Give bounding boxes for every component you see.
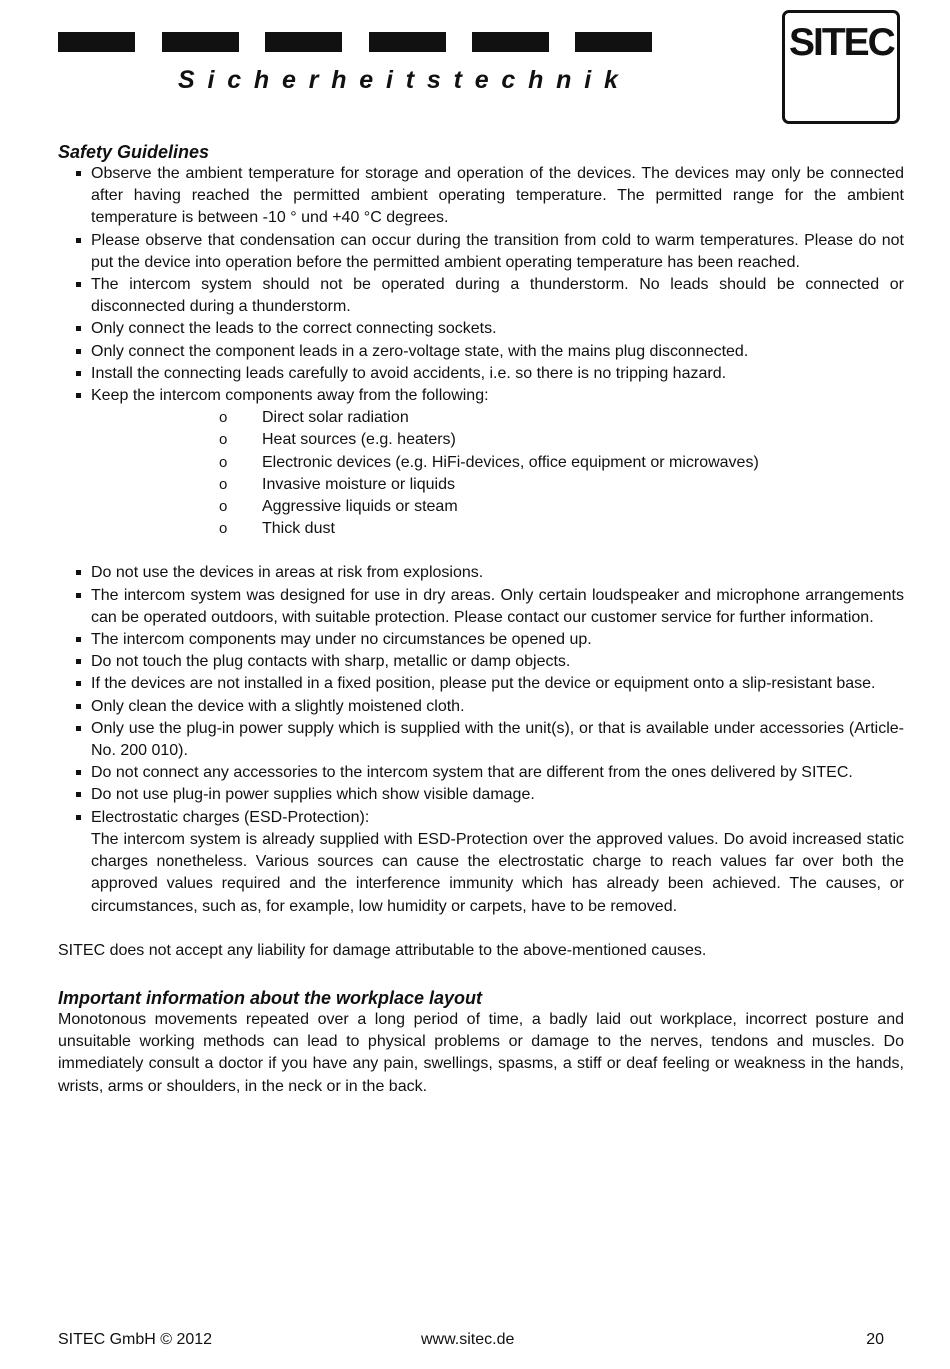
logo-text: SITEC (789, 21, 894, 64)
list-item: The intercom components may under no circumstances be opened up. (58, 629, 904, 651)
safety-guidelines-heading: Safety Guidelines (58, 142, 210, 162)
list-item: Install the connecting leads carefully to avoid accidents, i.e. so there is no tripping hazard. (58, 363, 904, 385)
list-item: Do not touch the plug contacts with sharp, metallic or damp objects. (58, 651, 904, 673)
sublist-item: o Electronic devices (e.g. HiFi-devices, office equipment or microwaves) (91, 452, 904, 474)
spacer (58, 540, 904, 562)
page-footer (58, 1331, 884, 1351)
sublist-item: o Heat sources (e.g. heaters) (91, 429, 904, 451)
sublist-item: o Invasive moisture or liquids (91, 474, 904, 496)
list-item: If the devices are not installed in a fixed position, please put the device or equipment onto a slip-resistant base. (58, 673, 904, 695)
footer-website: www.sitec.de (421, 1331, 515, 1348)
page-number: 20 (866, 1331, 884, 1348)
list-item: Only clean the device with a slightly moistened cloth. (58, 696, 904, 718)
spacer (58, 962, 904, 987)
safety-list-continued (58, 562, 904, 917)
list-item (58, 807, 904, 918)
workplace-heading: Important information about the workplace layout (58, 987, 483, 1008)
safety-list (58, 163, 904, 540)
stripe-bar (575, 32, 652, 52)
spacer (58, 918, 904, 940)
workplace-text: Monotonous movements repeated over a long period of time, a badly laid out workplace, incorrect posture and unsuitable working methods can lead to physical problems or damage to the nerves, tendons and muscles. Do immediately consult a doctor if you have any pain, swellings, spasms, a stiff or deaf feeling or weakness in the hands, wrists, arms or shoulders, in the neck or in the back. (58, 1010, 904, 1095)
list-item: Do not use the devices in areas at risk from explosions. (58, 562, 904, 584)
list-item (58, 385, 904, 540)
list-item: Please observe that condensation can occur during the transition from cold to warm temperatures. Please do not put the device into operation before the permitted ambient operating temperature has been reached. (58, 230, 904, 274)
stripe-bar (162, 32, 239, 52)
list-item: Observe the ambient temperature for storage and operation of the devices. The devices may only be connected after having reached the permitted ambient operating temperature. The permitted range for the ambient temperature is between -10 ° und +40 °C degrees. (58, 163, 904, 230)
list-item: Only connect the leads to the correct connecting sockets. (58, 318, 904, 340)
sublist-item: o Direct solar radiation (91, 407, 904, 429)
page-content (58, 141, 904, 1098)
stripe-bar (58, 32, 135, 52)
stripe-bar (472, 32, 549, 52)
list-item: Do not connect any accessories to the intercom system that are different from the ones delivered by SITEC. (58, 762, 904, 784)
list-item-text: Keep the intercom components away from the following: (91, 387, 489, 405)
page-header (0, 0, 950, 130)
sublist-item: o Thick dust (91, 518, 904, 540)
list-item: Only use the plug-in power supply which is supplied with the unit(s), or that is available under accessories (Article-No. 200 010). (58, 718, 904, 762)
header-tagline: Sicherheitstechnik (178, 66, 631, 94)
liability-statement: SITEC does not accept any liability for damage attributable to the above-mentioned causes. (58, 941, 707, 959)
stripe-bar (369, 32, 446, 52)
list-item: The intercom system should not be operated during a thunderstorm. No leads should be connected or disconnected during a thunderstorm. (58, 274, 904, 318)
esd-title: Electrostatic charges (ESD-Protection): (91, 808, 370, 826)
list-item: Do not use plug-in power supplies which show visible damage. (58, 784, 904, 806)
header-stripe-bars (58, 32, 652, 52)
footer-copyright: SITEC GmbH © 2012 (58, 1331, 213, 1348)
stripe-bar (265, 32, 342, 52)
sitec-logo (782, 10, 900, 124)
list-item: Only connect the component leads in a zero-voltage state, with the mains plug disconnected. (58, 341, 904, 363)
esd-text: The intercom system is already supplied with ESD-Protection over the approved values. Do avoid increased static charges nonetheless. Various sources can cause the electrostatic charge to reach values far over both the approved values required and the interference immunity which has already been achieved. The causes, or circumstances, such as, for example, low humidity or carpets, have to be removed. (91, 830, 904, 915)
hazard-sublist (91, 407, 904, 540)
sublist-item: o Aggressive liquids or steam (91, 496, 904, 518)
list-item: The intercom system was designed for use in dry areas. Only certain loudspeaker and microphone arrangements can be operated outdoors, with suitable protection. Please contact our customer service for further information. (58, 585, 904, 629)
